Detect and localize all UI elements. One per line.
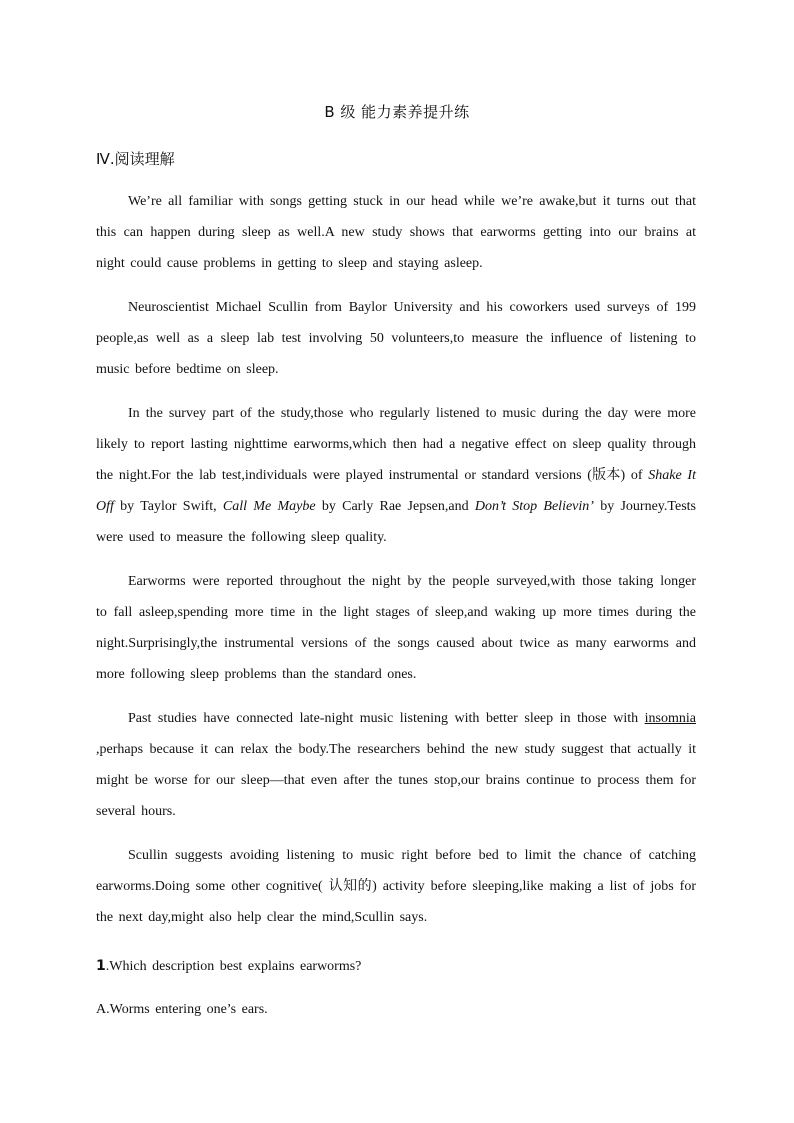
passage-paragraph-3 [96, 398, 696, 553]
song-title-call-me-maybe: Call Me Maybe [222, 499, 316, 514]
question-1-option-a: A.Worms entering one’s ears. [96, 1002, 268, 1017]
song-title-shake-it-off: Shake It Off [96, 468, 696, 514]
passage-paragraph-2: Neuroscientist Michael Scullin from Baylor University and his coworkers used surveys of 199 people,as well as a sleep lab test involving 50 volunteers,to measure the influence of listening to music before bedtime on sleep. [96, 300, 696, 377]
section-heading-reading: Ⅳ.阅读理解 [96, 150, 175, 168]
underlined-term-insomnia: insomnia [644, 711, 696, 726]
paragraph-3-text-d: by Journey.Tests were used to measure the following sleep quality. [96, 499, 696, 545]
passage-paragraph-6: Scullin suggests avoiding listening to music right before bed to limit the chance of catching earworms.Doing some other cognitive( 认知的) activity before sleeping,like making a list of jobs for the next day,might also help clear the mind,Scullin says. [96, 848, 696, 925]
paragraph-3-text-a: In the survey part of the study,those who regularly listened to music during the day were more likely to report lasting nighttime earworms,which then had a negative effect on sleep quality through the night.For the lab test,individuals were played instrumental or standard versions (版本) of [96, 406, 696, 483]
page-title: B 级 能力素养提升练 [324, 103, 470, 121]
paragraph-5-text-b: ,perhaps because it can relax the body.The researchers behind the new study suggest that actually it might be worse for our sleep—that even after the tunes stop,our brains continue to process them for several hours. [96, 742, 696, 819]
passage-paragraph-1: We’re all familiar with songs getting stuck in our head while we’re awake,but it turns out that this can happen during sleep as well.A new study shows that earworms getting into our brains at night could cause problems in getting to sleep and staying asleep. [96, 194, 696, 271]
reading-passage [96, 186, 696, 946]
passage-paragraph-4: Earworms were reported throughout the night by the people surveyed,with those taking longer to fall asleep,spending more time in the light stages of sleep,and waking up more times during the night.Surprisingly,the instrumental versions of the songs caused about twice as many earworms and more following sleep problems than the standard ones. [96, 574, 696, 682]
question-1-stem [96, 958, 361, 975]
paragraph-3-text-c: by Carly Rae Jepsen,and [315, 499, 475, 514]
question-1-text: .Which description best explains earworms? [105, 959, 362, 974]
song-title-dont-stop-believin: Don’t Stop Believin’ [474, 499, 594, 514]
paragraph-3-text-b: by Taylor Swift, [113, 499, 223, 514]
question-1-number: 1 [96, 958, 106, 974]
passage-paragraph-5 [96, 703, 696, 827]
paragraph-5-text-a: Past studies have connected late-night music listening with better sleep in those with [128, 711, 645, 726]
